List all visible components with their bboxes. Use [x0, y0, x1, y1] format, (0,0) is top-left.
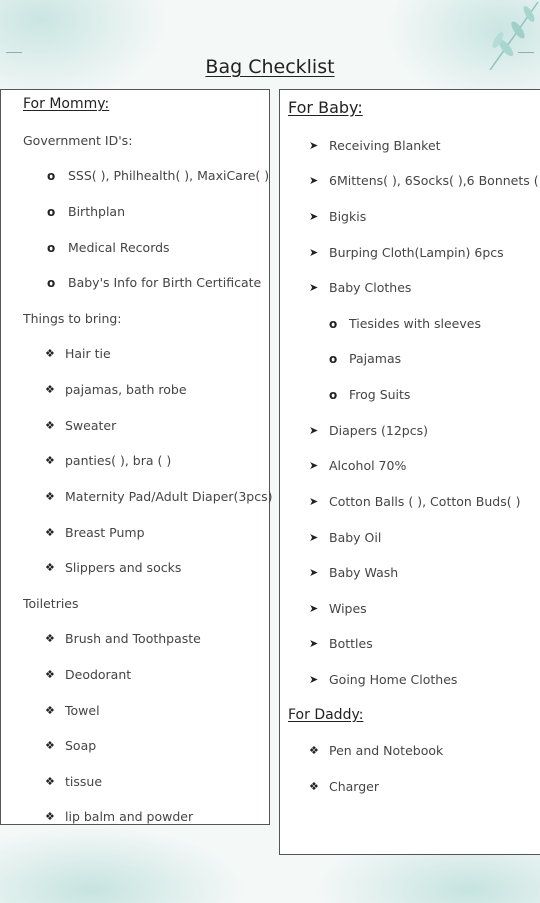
diamond-bullet-icon: ❖ [45, 668, 55, 681]
circle-bullet-icon: o [329, 317, 338, 331]
circle-bullet-icon: o [47, 276, 56, 290]
arrow-bullet-icon: ➤ [309, 459, 319, 472]
list-item: Towel [65, 703, 100, 718]
arrow-bullet-icon: ➤ [309, 637, 319, 650]
arrow-bullet-icon: ➤ [309, 531, 319, 544]
diamond-bullet-icon: ❖ [45, 347, 55, 360]
diamond-bullet-icon: ❖ [45, 454, 55, 467]
list-item: 6Mittens( ), 6Socks( ),6 Bonnets ( [329, 173, 539, 188]
list-item: Brush and Toothpaste [65, 631, 201, 646]
list-item: panties( ), bra ( ) [65, 453, 172, 468]
list-item: Soap [65, 738, 97, 753]
list-item: Burping Cloth(Lampin) 6pcs [329, 245, 504, 260]
things-heading: Things to bring: [23, 311, 122, 326]
arrow-bullet-icon: ➤ [309, 246, 319, 259]
daddy-heading: For Daddy: [288, 707, 364, 723]
diamond-bullet-icon: ❖ [45, 419, 55, 432]
diamond-bullet-icon: ❖ [309, 744, 319, 757]
diamond-bullet-icon: ❖ [309, 780, 319, 793]
list-item: Sweater [65, 418, 117, 433]
diamond-bullet-icon: ❖ [45, 526, 55, 539]
list-item: Hair tie [65, 346, 111, 361]
list-item: Alcohol 70% [329, 458, 407, 473]
arrow-bullet-icon: ➤ [309, 602, 319, 615]
list-item: Slippers and socks [65, 560, 182, 575]
arrow-bullet-icon: ➤ [309, 673, 319, 686]
circle-bullet-icon: o [47, 169, 56, 183]
list-item: SSS( ), Philhealth( ), MaxiCare( ) [68, 168, 270, 183]
arrow-bullet-icon: ➤ [309, 495, 319, 508]
page-title: Bag Checklist [205, 56, 335, 78]
diamond-bullet-icon: ❖ [45, 810, 55, 823]
circle-bullet-icon: o [329, 388, 338, 402]
diamond-bullet-icon: ❖ [45, 739, 55, 752]
list-item: Baby Oil [329, 530, 382, 545]
arrow-bullet-icon: ➤ [309, 139, 319, 152]
list-item: Baby's Info for Birth Certificate [68, 275, 262, 290]
diamond-bullet-icon: ❖ [45, 704, 55, 717]
toiletries-heading: Toiletries [23, 596, 79, 611]
list-item: Frog Suits [349, 387, 411, 402]
list-item: Baby Clothes [329, 280, 412, 295]
corner-mark [6, 36, 22, 53]
list-item: Maternity Pad/Adult Diaper(3pcs) [65, 489, 273, 504]
circle-bullet-icon: o [329, 352, 338, 366]
list-item: Diapers (12pcs) [329, 423, 428, 438]
list-item: Deodorant [65, 667, 132, 682]
list-item: lip balm and powder [65, 809, 194, 824]
list-item: Tiesides with sleeves [349, 316, 481, 331]
list-item: Receiving Blanket [329, 138, 441, 153]
government-heading: Government ID's: [23, 133, 133, 148]
mommy-heading: For Mommy: [23, 96, 110, 112]
list-item: Baby Wash [329, 565, 399, 580]
diamond-bullet-icon: ❖ [45, 383, 55, 396]
list-item: pajamas, bath robe [65, 382, 187, 397]
diamond-bullet-icon: ❖ [45, 490, 55, 503]
list-item: Pajamas [349, 351, 402, 366]
arrow-bullet-icon: ➤ [309, 566, 319, 579]
list-item: Medical Records [68, 240, 170, 255]
arrow-bullet-icon: ➤ [309, 210, 319, 223]
arrow-bullet-icon: ➤ [309, 424, 319, 437]
diamond-bullet-icon: ❖ [45, 775, 55, 788]
baby-heading: For Baby: [288, 98, 363, 117]
arrow-bullet-icon: ➤ [309, 174, 319, 187]
arrow-bullet-icon: ➤ [309, 281, 319, 294]
list-item: Going Home Clothes [329, 672, 458, 687]
diamond-bullet-icon: ❖ [45, 561, 55, 574]
list-item: Breast Pump [65, 525, 145, 540]
list-item: Pen and Notebook [329, 743, 444, 758]
list-item: Wipes [329, 601, 367, 616]
circle-bullet-icon: o [47, 205, 56, 219]
list-item: Bigkis [329, 209, 367, 224]
list-item: Birthplan [68, 204, 126, 219]
list-item: Charger [329, 779, 379, 794]
circle-bullet-icon: o [47, 241, 56, 255]
list-item: tissue [65, 774, 103, 789]
list-item: Cotton Balls ( ), Cotton Buds( ) [329, 494, 521, 509]
diamond-bullet-icon: ❖ [45, 632, 55, 645]
list-item: Bottles [329, 636, 373, 651]
